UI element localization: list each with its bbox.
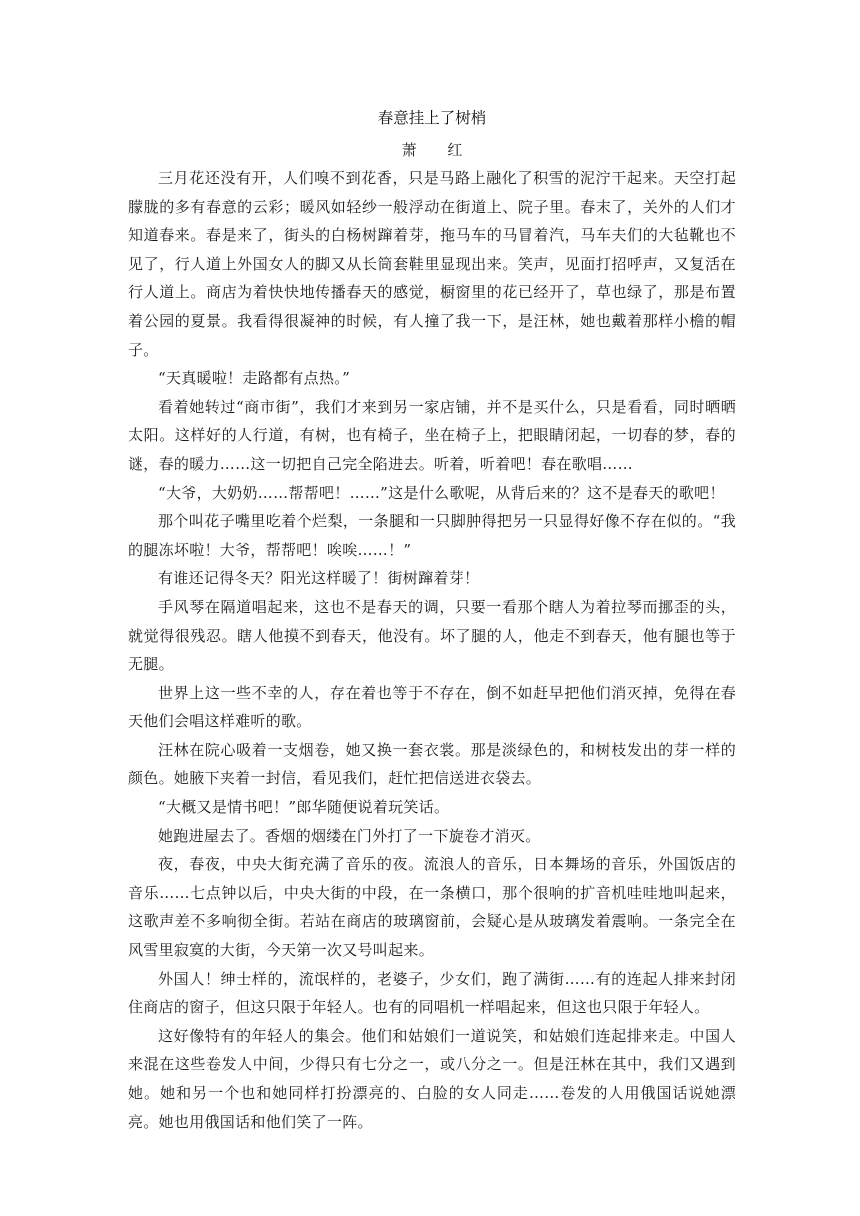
paragraph: 手风琴在隔道唱起来，这也不是春天的调，只要一看那个瞎人为着拉琴而挪歪的头，就觉得很残忍。瞎人他摸不到春天，他没有。坏了腿的人，他走不到春天，他有腿也等于无腿。 [128,597,736,674]
paragraph: 那个叫花子嘴里吃着个烂梨，一条腿和一只脚肿得把另一只显得好像不存在似的。“我的腿冻坏啦！大爷，帮帮吧！唉唉……！” [128,512,736,559]
paragraph: 世界上这一些不幸的人，存在着也等于不存在，倒不如赶早把他们消灭掉，免得在春天他们会唱这样难听的歌。 [128,683,736,731]
paragraph: 汪林在院心吸着一支烟卷，她又换一套衣裳。那是淡绿色的，和树枝发出的芽一样的颜色。她腋下夹着一封信，看见我们，赶忙把信送进衣袋去。 [128,740,736,788]
document-body [128,164,736,1136]
paragraph: 看着她转过“商市街”，我们才来到另一家店铺，并不是买什么，只是看看，同时晒晒太阳。这样好的人行道，有树，也有椅子，坐在椅子上，把眼睛闭起，一切春的梦，春的谜，春的暖力……这一切把自己完全陷进去。听着，听着吧！春在歌唱…… [128,397,736,473]
paragraph: 三月花还没有开，人们嗅不到花香，只是马路上融化了积雪的泥泞干起来。天空打起朦胧的多有春意的云彩；暖风如轻纱一般浮动在街道上、院子里。春末了，关外的人们才知道春来。春是来了，街头的白杨树蹿着芽，拖马车的马冒着汽，马车夫们的大毡靴也不见了，行人道上外国女人的脚又从长筒套鞋里显现出来。笑声，见面打招呼声，又复活在行人道上。商店为着快快地传播春天的感觉，橱窗里的花已经开了，草也绿了，那是布置着公园的夏景。我看得很凝神的时候，有人撞了我一下，是汪林，她也戴着那样小檐的帽子。 [128,169,736,359]
paragraph: 外国人！绅士样的，流氓样的，老婆子，少女们，跑了满街……有的连起人排来封闭住商店的窗子，但这只限于年轻人。也有的同唱机一样唱起来，但这也只限于年轻人。 [128,969,736,1017]
paragraph: 她跑进屋去了。香烟的烟缕在门外打了一下旋卷才消灭。 [158,826,541,845]
paragraph: “大爷，大奶奶……帮帮吧！……”这是什么歌呢，从背后来的？这不是春天的歌吧！ [158,483,725,502]
paragraph: “大概又是情书吧！”郎华随便说着玩笑话。 [158,798,450,817]
paragraph: 这好像特有的年轻人的集会。他们和姑娘们一道说笑，和姑娘们连起排来走。中国人来混在这些卷发人中间，少得只有七分之一，或八分之一。但是汪林在其中，我们又遇到她。她和另一个也和她同样打扮漂亮的、白脸的女人同走……卷发的人用俄国话说她漂亮。她也用俄国话和他们笑了一阵。 [128,1026,736,1131]
document-page [128,104,736,1136]
paragraph: 夜，春夜，中央大街充满了音乐的夜。流浪人的音乐，日本舞场的音乐，外国饭店的音乐……七点钟以后，中央大街的中段，在一条横口，那个很响的扩音机哇哇地叫起来，这歌声差不多响彻全街。若站在商店的玻璃窗前，会疑心是从玻璃发着震响。一条完全在风雪里寂寞的大街，今天第一次又号叫起来。 [128,855,736,960]
paragraph: 有谁还记得冬天？阳光这样暖了！街树蹿着芽！ [158,569,480,588]
document-title: 春意挂上了树梢 [377,109,487,127]
document-author: 萧 红 [401,141,476,159]
paragraph: “天真暖啦！走路都有点热。” [158,369,351,388]
